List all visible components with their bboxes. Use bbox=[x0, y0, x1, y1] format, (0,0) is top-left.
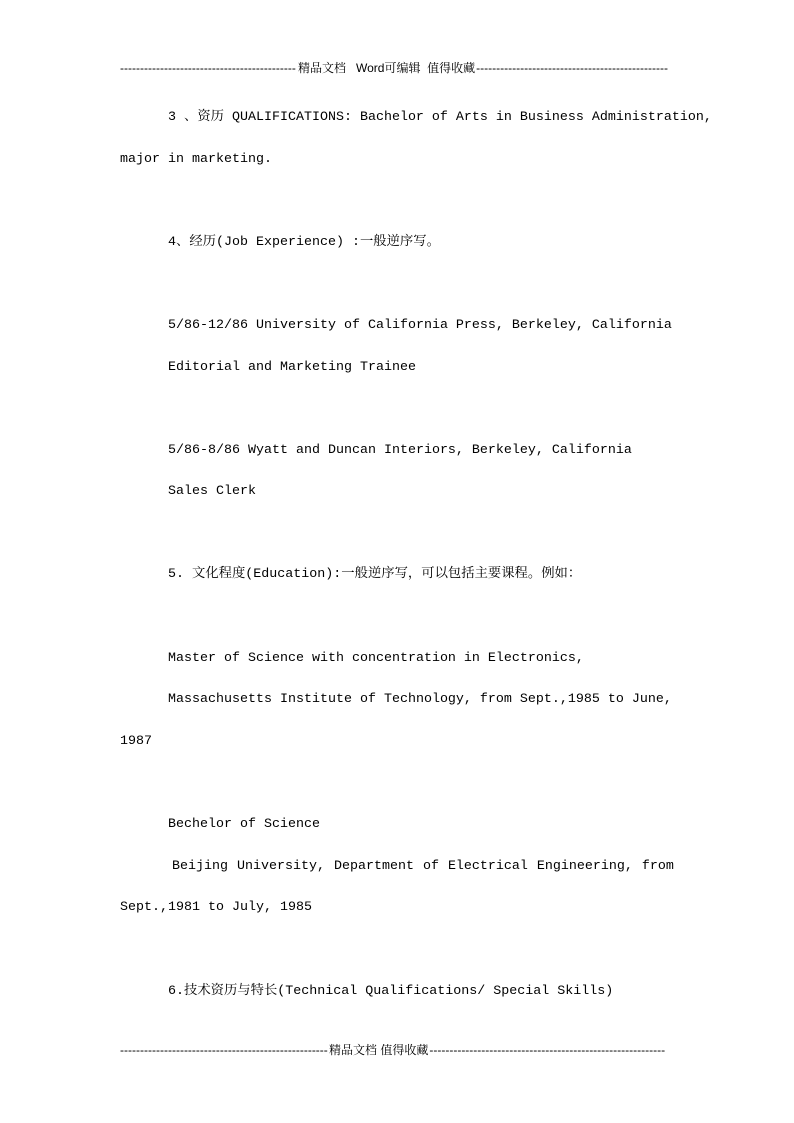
experience-entry-1-employer: 5/86-12/86 University of California Press, Berkeley, California bbox=[168, 318, 672, 333]
section-6-skills-heading: 6.技术资历与特长(Technical Qualifications/ Special Skills) bbox=[168, 984, 614, 999]
footer-rule-right: ----------------------------------------------------------- bbox=[429, 1043, 665, 1057]
education-entry-2-school-continued: Sept.,1981 to July, 1985 bbox=[120, 900, 312, 915]
education-entry-1-school-continued: 1987 bbox=[120, 734, 152, 749]
page-footer bbox=[120, 1042, 665, 1058]
footer-text: 精品文档 值得收藏 bbox=[329, 1043, 429, 1057]
section-3-qualifications-continued: major in marketing. bbox=[120, 152, 272, 167]
education-entry-2-degree: Bechelor of Science bbox=[168, 817, 320, 832]
education-entry-2-school: Beijing University, Department of Electrical Engineering, from bbox=[172, 859, 674, 874]
experience-entry-2-title: Sales Clerk bbox=[168, 484, 256, 499]
page-header bbox=[120, 60, 668, 76]
header-rule-left: -------------------------------------------- bbox=[120, 61, 296, 75]
header-text: 精品文档 Word可编辑 值得收藏 bbox=[298, 61, 476, 75]
education-entry-1-degree: Master of Science with concentration in Electronics, bbox=[168, 651, 584, 666]
education-entry-1-school: Massachusetts Institute of Technology, from Sept.,1985 to June, bbox=[168, 692, 672, 707]
experience-entry-1-title: Editorial and Marketing Trainee bbox=[168, 360, 416, 375]
section-3-qualifications-line: 3 、资历 QUALIFICATIONS: Bachelor of Arts in Business Administration, bbox=[168, 110, 712, 125]
header-rule-right: ------------------------------------------------ bbox=[476, 61, 668, 75]
section-4-experience-heading: 4、经历(Job Experience) :一般逆序写。 bbox=[168, 235, 440, 250]
section-5-education-heading: 5. 文化程度(Education):一般逆序写，可以包括主要课程。例如： bbox=[168, 567, 582, 582]
experience-entry-2-employer: 5/86-8/86 Wyatt and Duncan Interiors, Berkeley, California bbox=[168, 443, 632, 458]
footer-rule-left: ---------------------------------------------------- bbox=[120, 1043, 328, 1057]
